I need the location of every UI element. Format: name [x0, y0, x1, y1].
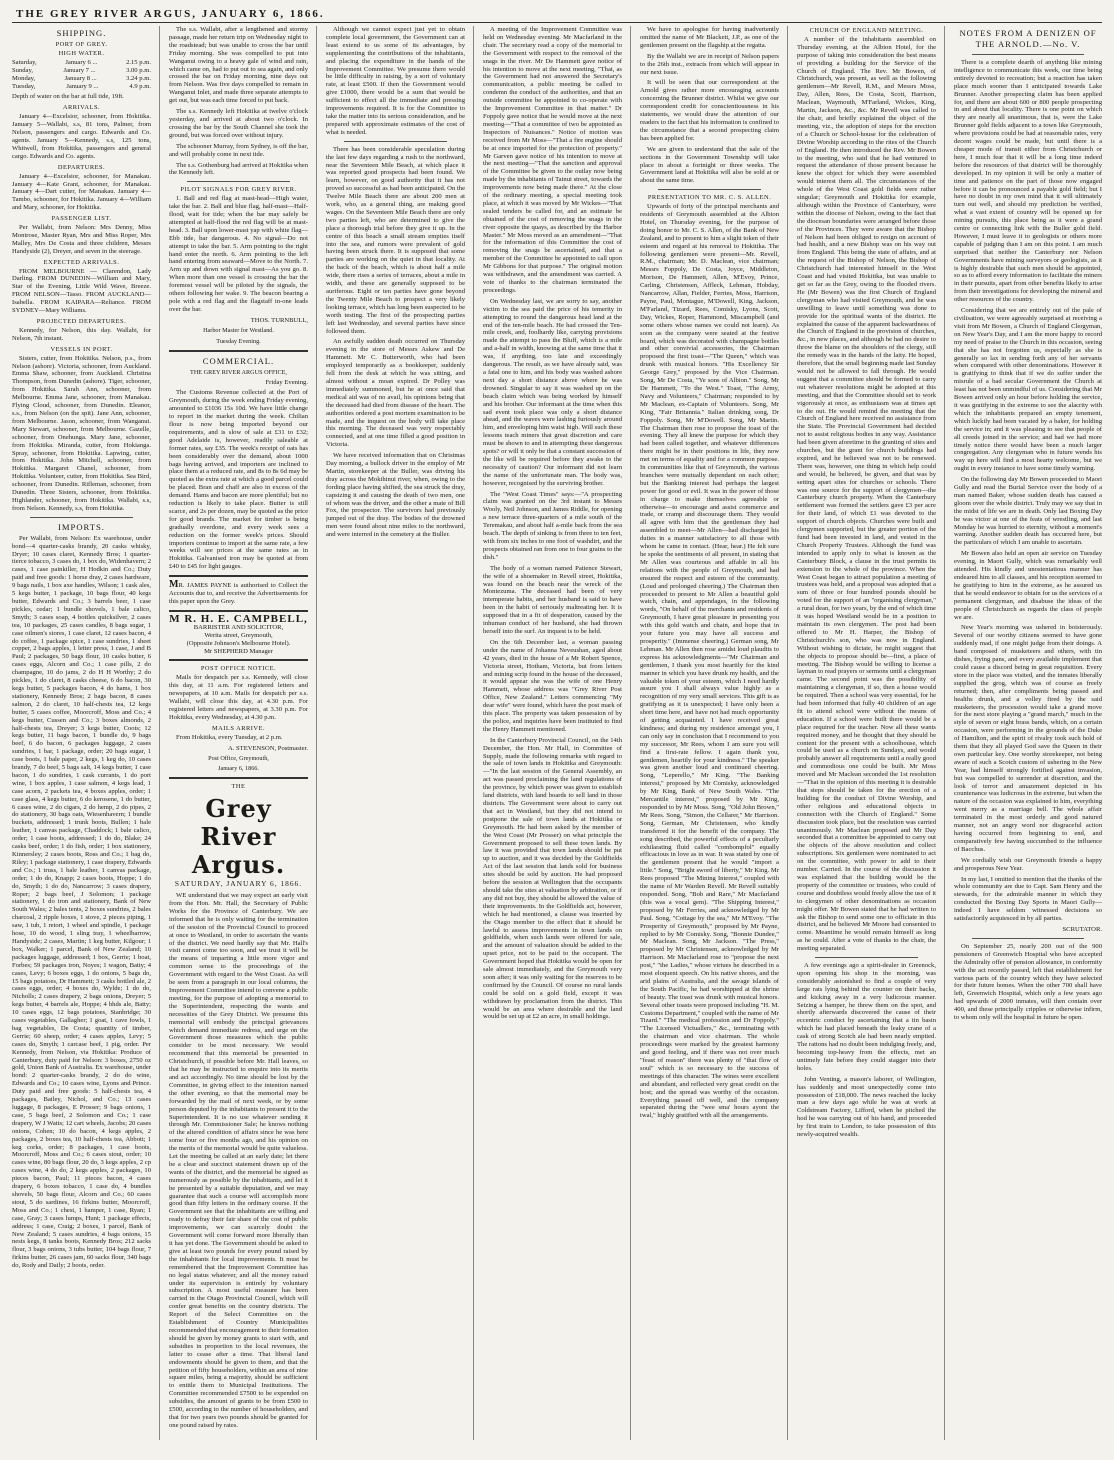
newspaper-page	[12, 6, 1102, 1442]
divider	[169, 659, 308, 661]
notes-paragraph: We cordially wish our Greymouth friends a happy and prosperous New Year.	[954, 856, 1102, 872]
mails-arrive-label: MAILS ARRIVE.	[211, 724, 265, 732]
local-news: We have received information that on Christmas Day morning, a bullock driver in the employ of Mr Martin, storekeeper at the Buller, was driving his dray across the Mokihinui river, when, owing to the fording place having shifted, the sea struck the dray, capsizing it and causing the death of two men, one of whom was the driver, and the other a mate of Bill Fox, the prospector. The survivors had previously jumped out of the dray. The bodies of the drowned men were found about nine miles to the northward, and were interred in the cemetery at the Buller.	[326, 452, 465, 539]
local-news: On Wednesday last, we are sorry to say, another victim to the sea paid the price of his temerity in attempting to round the dangerous head land at the end of the ten-mile beach. He had crossed the Ten-mile creek, and, foolhardy like, carrying provisions made the attempt to pass the Bluff, which is a mile and a-half in width, knowing at the same time that it was, if anything, too late and exceedingly dangerous. The result, as we have already said, was a fatal one to him, and his body was washed ashore next day a short distance above where he was drowned. Singular to say it was washed up on the beach claim which was being worked by himself and his brother. Our informant at the time when this sad event took place was only a short distance ahead, and the waves were lashing furiously around him, and enveloping him waist high. Will such these lessons teach miners that great discretion and care must be shown to and in attempting these dangerous spots? or will it only be that a constant succession of the like will be required before they awake to the necessity of caution? Our informant did not learn the name of the unfortunate man. The body was, however, recognised by the surviving brother.	[483, 297, 622, 487]
projected-departures: Kennedy, for Nelson, this day. Wallabi, for Nelson, 7th instant.	[12, 326, 151, 342]
imports-heading: IMPORTS.	[58, 521, 105, 532]
local-news: There has been considerable speculation during the last few days regarding a rush to the northward, near the Seventeen Mile Beach, at which place it was reported good prospects had been found. We learn, however, on good authority that it has not proved so successful as had been anticipated. On the Twelve Mile Beach there are about 200 men at work, who, as a general thing, are making good wages. On the Seventeen Mile Beach there are only two parties left, who are determined to give the place a thorough trial before they give it up. In the centre of this beach a small stream empties itself into the sea, and rumors were prevalent of gold having been struck there. It is supposed that some parties are working on the quiet in that locality. At the back of the beach, which is about half a mile wide, there rises a series of terraces, about a mile in width, and these are generally supposed to be auriferous. Eight or ten parties have gone beyond the Twenty Mile Beach to prospect a very likely looking terrace, which has long been suspected to be worth testing. The first of the prospecting parties left last Wednesday, and several parties have since followed them.	[326, 145, 465, 335]
column-6	[797, 26, 945, 1440]
divider	[972, 938, 1084, 939]
notes-heading: NOTES FROM A DENIZEN OF THE ARNOLD.—No. V.	[959, 28, 1097, 49]
commercial-report: The Customs Revenue collected at the Port of Greymouth, during the week ending Friday evening, amounted to £1036 15s 10d. We have little change to report in the market during the week. Chilian flour is now being imported beyond our requirements, and is slow of sale at £31 to £32; good Adelaide is, however, readily saleable at former rates, say £35. The week's receipt of oats has been considerably over the demand, about 1000 bags having arrived, and importers are inclined to place them at a reduced rate, and 8s to 8s 6d may be quoted as the extra rate at which a good parcel could be placed. Bran and chaff are also in excess of the demand. Hams and bacon are more plentiful; but no reduction is likely to take place. Butter is still scarce, and 2s per dozen, may be quoted as the price for good brands. The market for timber is being gradually overdone, and every week sees a reduction on the former week's prices. Should importers continue to import at the same rate, a few weeks will see prices at the same rates as in Hokitika. Galvanised iron may be quoted at from £40 to £45 for light gauges.	[169, 389, 308, 571]
local-news: It will be seen that our correspondent at the Arnold gives rather more encouraging accounts concerning the Brunner district. Whilst we give our correspondent credit for conscientiousness in his statements, we would draw the attention of our readers to the fact that his information is confined to the circumstance that a second prospecting claim has been applied for.	[640, 79, 779, 142]
tide-row: Saturday, January 6 ... 2.15 p.m.	[12, 58, 151, 66]
editorial-paragraph: WE understand that we may expect an early visit from the Hon. Mr. Hall, the Secretary of Public Works for the Province of Canterbury. We are informed that he is only waiting for the termination of the session of the Provincial Council to proceed at once to Westland, in order to ascertain the wants of the district. We need hardly say that Mr. Hall's visit cannot come too soon, and we trust it will be the means of imparting a little more vigor and common sense to the proceedings of the Government with regard to the West Coast. As will be seen from a paragraph in our local columns, the Improvement Committee intend to convene a public meeting, for the purpose of adopting a memorial to the Superintendent, respecting the wants and necessities of the Grey District. We presume this memorial will embody the principal grievances which demand immediate redress, and urge on the Government those measures which the public consider to be most necessary. We would recommend that this memorial be presented in Christchurch, if possible before Mr. Hall leaves, so that he may be instructed to enquire into its merits and act accordingly. No time should be lost by the Committee, in giving effect to the intention named the other evening, so that the memorial may be forwarded by the mail of next week, or by some person deputed by the inhabitants to present it to the Superintendent. It is no use whatever sending it through Mr. Commissioner Sale; he knows nothing of the altered condition of affairs since he was here some four or five months ago, and his opinion on the merits of the memorial would be quite valueless. Let the meeting be called at an early date; let there be a clear and succinct statement drawn up of the wants of the district, and the memorial be signed as numerously as possible by the inhabitants, and let it be presented by a suitable deputation, and we may guarantee that such a course will accomplish more good than fifty letters in the ordinary course. If the Government see that the inhabitants are willing and ready to defray their fair share of the cost of public improvements, we can scarcely doubt the Government will come forward more liberally than it has yet done. The Government should be asked to give at least two pounds for every pound raised by the inhabitants for local improvements. It must be remembered that the Improvement Committee has no legal status whatever, and all the money raised under its supervision is entirely by voluntary subscription. A most useful measure has been carried in the Otago Provincial Council, which will confer great benefits on the country districts. The Report of the Select Committee on the Establishment of Country Municipalities recommended that encouragement to their formation should be given by money grants to start with, and subsidies in proportion to the local revenues, the latter to cease after a time. That liberal land endowments should be given to them, and that the petition of fifty householders, within an area of nine square miles, being a majority, should be sufficient to entitle them to Municipal Institutions. The Committee recommended £7500 to be expended on subsidies, the amount of grants to be from £500 to £500, according to the number of householders, and that for two years two pounds should be granted for one pound raised by rates.	[169, 892, 308, 1429]
divider	[30, 517, 133, 518]
departures: January 4—Excelsior, schooner, for Manakau. January 4—Kate Grant, schooner, for Manakau. January 4—Dart cutter, for Manakau. January 4—Tambo, schooner, for Hokitika. January 4—William and Mary, schooner, for Hokitika.	[12, 172, 151, 212]
local-news: The body of a woman named Patience Stewart, the wife of a shoemaker in Revell street, Hokitika, was found on the beach near the wreck of the Montezuma. The deceased had been of very intemperate habits, and her husband is said to have been in the habit of seriously maltreating her. It is supposed that in a fit of desperation, caused by the inhuman conduct of her husband, she had thrown herself into the surf. An inquest is to be held.	[483, 564, 622, 635]
notes-signature: SCRUTATOR.	[1062, 925, 1102, 933]
commercial-date: Friday Evening.	[265, 379, 308, 387]
projected-label: PROJECTED DEPARTURES.	[36, 318, 127, 325]
shipping-heading: SHIPPING.	[56, 28, 107, 38]
pilot-signals: 1. Ball and red flag at mast-head—High water, take the bar. 2. Ball and blue flag, half-mast—Half-flood, wait for tide; when the bar may safely be attempted at half-flood the red flag will be at mast-head. 3. Ball upon lower-mast yap with white flag—Ebb tide, bar dangerous. 4. No signal—Do not attempt to take the bar. 5. Arm pointing to the right hand enter the north. 6. Arm pointing to the left hand entering from seaward—Move to the North. 7. Arm up and down with signal mast—As you go. 8. When more than one vessel is crossing the bar the foremost vessel will be piloted by the signals, the others following her wake. 9. The beacon bearing a pole with a red flag and the flagstaff in-one leads over the bar.	[169, 195, 308, 313]
commercial-office: THE GREY RIVER ARGUS OFFICE,	[190, 368, 287, 376]
drop-cap: M	[169, 579, 179, 591]
editorial-date: SATURDAY, JANUARY 6, 1866.	[174, 879, 303, 889]
local-news: On the 6th December last, a woman passing under the name of Johanna Neveushan, aged about 42 years, died in the house of a Mr Robert Spence, Victoria street, Hotham, Victoria, but from letters and mining scrip found in the house of the deceased, it would appear she was the wife of one Henry Hammett, whose address was "Grey River Post Office, New Zealand." Letters commencing "My dear wife" were found, which have the post mark of this place. The property was taken possession of by the police, and inquiries have been instituted to find the Henry Hammett mentioned.	[483, 638, 622, 733]
local-news: In the Canterbury Provincial Council, on the 14th December, the Hon. Mr Hall, in Committee of Supply, made the following remarks with regard to the sale of town lands in Hokitika and Greymouth:—"In the last session of the General Assembly, an act was passed proclaiming the land regulations of the province, by which power was given to establish land districts, with land boards to sell land in those districts. The Government were about to carry out that act in Westland, but they did not intend to postpone the sale of town lands at Hokitika or Greymouth. He had been asked by the member of the West Coast (Mr Prosser) on what principle the Government proposed to sell these town lands. By law it was provided that town lands should be put up to auction, and it was decided by the Goldfields Act of the last session that lands sold for business sites should be sold by auction. He had proposed before the session at Wellington that the occupants should take the sites at valuation by arbitration, or if any did not buy, they should be allowed the value of their improvements. In the Goldfields act, however, which he had mentioned, a clause was inserted by the Otago member to the effect that it should be lawful to assess improvements in town lands on goldfields, when such lands were offered for sale, and the amount of valuation should be added to the upset price, not to be paid to the occupant. The Government hoped that Hokitika would be open for sale almost immediately, and the Greymouth very soon after; it was only waiting for the reserves to be confirmed by the Council. Of course no rural lands could be sold on a gold field, except it was withdrawn by proclamation from the district. This would be an area where desirable and the land would be set up at £2 an acre, in small holdings.	[483, 736, 622, 1021]
column-4	[483, 26, 631, 1440]
vessels-label: VESSELS IN PORT.	[50, 345, 113, 353]
local-news: By the Wallabi we are in receipt of Nelson papers to the 26th inst., extracts from which will appear in our next issue.	[640, 52, 779, 76]
masthead-title: THE GREY RIVER ARGUS, JANUARY 6, 1866.	[16, 8, 325, 20]
gothenburg-note: The s.s. Gothenburg had arrived at Hokitika when the Kennedy left.	[169, 161, 308, 177]
campbell-manager: Mr SHEPHERD Manager	[204, 647, 273, 655]
arrivals: January 4—Excelsior, schooner, from Hokitika. January 5—Wallabi, s.s, 81 tons, Palmer, from Nelson, passengers and cargo. Edwards and Co. agents. January 5—Kennedy, s.s, 125 tons, Whitwell, from Hokitika, passengers and general cargo. Edwards and Co. agents.	[12, 113, 151, 160]
expected-arrivals: FROM MELBOURNE — Clarendon, Lady Darling. FROM DUNEDIN—William and Mary, Star of the Evening, Little Wild Wave, Breeze. FROM NELSON—Tasso. FROM AUCKLAND—Isabella. FROM KAIPARA—Reliance. FROM SYDNEY—Mary Williams.	[12, 267, 151, 315]
imports: Per Wallabi, from Nelson: Ex warehouse, under bond—4 quarter-casks brandy, 20 casks whisky, Dryer; 10 cases claret, Kennedy Bros; 1 quarter-tierce tobacco, 3 cases do, 1 box do, Widenhavern; 2 cases, 1 case painkiller, H Hodkin and Co.; Duty paid and free goods: 1 horse dray, 2 cases hardware, 9 bags nails, 1 box axe handles, Wilson; 1 cask ales, 5 kegs butter, 1 package, 10 bags flour, 40 kegs butter, Edwards and Co.; 3 barrels beer, 1 case pickles, cedar; 1 bundle shovels, 1 bale calico, Smyth; 3 cases soap, 4 bottles quicksilver, 2 cases tea, 10 packages, 25 cases candles, 8 bags sugar, 1 case oilmen's stores, 1 case claret, 12 cases bacon, 4 do coffee, 1 package spice, 1 case sundries, 1 sheet copper, 2 bags apples, 1 letter press, 1 case, J and B Paul; 2 packages, 50 bags flour, 10 casks butter, 6 cases eggs, Alcorn and Co.; 1 case pills, 2 do champagne, 10 do jams, 2 do H H Worthy; 2 do pickles, 1 do claret, 8 casks cheese, 6 do bacon, 30 kegs butter, 5 packages bacon, 4 do hams, 1 box stationery, Kennedy Bros; 2 bags bacon, 8 cases salmon, 2 do claret, 10 half-chests tea, 12 kegs butter, 5 cases coffee, Moorcroff, Moss and Co.; 4 kegs butter, Cussen and Co.; 3 boxes almonds, 2 half-chests tea, Dreyer; 3 kegs butter, Coots; 12 kegs butter, 11 bags bacon, 1 bundle do, 9 bags beef, 6 do bacon, 6 packages luggage, 2 cases sundries, 1 bar, 1 package, order; 20 bags sugar, 1 case boots, 1 bale paper, 2 kegs, 1 keg do, 10 cases brandy, 7 do beef, 5 bags salt, 14 kegs butter, 1 case bacon, 1 do sundries, 1 cask currants, 1 do port wine, 1 box apples, 1 case salmon, 4 kegs lead, 1 case acorn, 2 packets tea, 4 boxes apples, order; 1 case glass, 4 kegs butter, 6 do kerosene, 1 do butter, 6 cases wine, 2 do cigars, 2 do hemp, 2 do pipes, 2 do stationery, 30 bags oats, Wiesenhavern; 1 bundle buckets, addressed; 1 trunk boots, Bullen; 1 bale leather, 1 canvas package, Chaddock; 1 bale calico, order; 1 case boots, addressed; 1 do do, Blake; 24 casks beef, order; 1 do fish, order; 1 box stationery, Kinnersley; 2 cases boots, Ross and Co.; 1 bag do, Riley; 1 package stationery, 1 case drapery, Edwards and Co.; 1 truss, 1 bale leather, 1 canvas package, order; 1 do do, Knapp; 2 cases boots, Hoppe; 1 do do, Smyth; 1 do do, Nancarrow; 3 cases drapery, Roper; 2 bags beef, J Solomon; 1 package stationery, 1 do iron and stationery, Bank of New South Wales; 2 bales tents, 2 boxes sundries, 2 bales charcoal, 2 ripple boxes, 1 stove, 2 pieces piping, 1 saw, 1 tub, 1 retort, 1 wheel and spindle, 1 package hose, 10 do wood, 1 sling tray, 1 wheelbarrow, Handyside; 2 cases, Martin; 1 keg butter, Kilgour; 1 box, Walker; 1 parcel, Bank of New Zealand; 10 packages luggage, addressed; 1 box, Gerrie; 1 boat, Forbes; 59 packages iron, Noyes; 1 wagon, Batty; 4 cases, Levy; 6 boxes eggs, 1 do onions, 5 bags do, 15 bags potatoes, Dr Hammett; 3 casks bottled ale, 2 cases eggs, order; 4 boxes do, Wylde; 1 do do, Nicholls; 2 cases drapery, 2 bags onions, Dreyer; 5 kegs butter, 4 barrels ale, Hoppe; 4 bhds ale, Batty; 10 cases eggs, 12 bags potatoes, Stanbridge; 30 cases vegetables, Gallagher; 1 goat, 1 cave fowls, 1 bag vegetables, De Costa; quantity of timber, Gerrie; 60 sheep, order; 4 cases apples, Levy; 5 cases do, Smyth; 1 carcase beef, 1 pig, order. Per Kennedy, from Nelson, via Hokitika: Produce of Canterbury, duty paid for Nelson: 3 boxes, 2750 oz gold, Union Bank of Australia. Ex warehouse, under bond: 2 quarter-casks brandy, 2 do do wine, Edwards and Co.; 10 cases wine, Lyons and Prince. Duty paid and free goods: 5 half-chests tea, 4 packages, Bailey, Nichol, and Co.; 13 cases luggage, 8 packages, E Prosser; 9 bags onions, 1 case, 5 bags beef, 2 Solomon and Co.; 1 case drapery, W J Watts; 12 cart wheels, Jacobs; 20 cases onions, Cohen; 10 do bacon, 4 kegs apples, 2 packages, 2 boxes tea, 10 half-chests tea, Abbott; 1 keg corks, order; 8 packages, 1 case boots, Moorcroff, Moss and Co.; 6 cases stout, order; 10 cases wine, 80 bags flour, 20 do, 3 kegs apples, 2 cp cases wine, 4 do do, 2 kegs apples, 2 packages, 10 pieces bacon, Paul; 11 pieces bacon, 4 cases drapery, 6 boxes tobacco, 1 case do, 4 bundles shovels, 50 bags flour, Alcorn and Co.; 60 cases stout, 5 do sardines, 16 firkins butter, Moorcroff, Moss and Co.; 1 chest, 1 hamper, 1 case, Ryan; 1 case, Gray; 3 cases lumps, Hunt; 1 package effects, address; 1 case, Craig; 2 boxes, 1 parcel, Bank of New Zealand; 5 cases sundries, 4 bags onions, 15 nests kegs, 8 tanks boots, Kennedy Bros; 212 sacks flour, 3 bags onions, 3 tubs butter, 104 bags flour, 7 firkins butter, 26 cases jam, 60 sacks flour, 340 bags do, Rody and Daily; 2 boots, order.	[12, 534, 151, 1270]
payne-advert	[169, 581, 308, 606]
local-news: We have to apologise for having inadvertently omitted the name of Mr Blackett, J.P., as one of the gentlemen present on the flagship at the regatta.	[640, 26, 779, 49]
masthead	[12, 6, 1102, 23]
tide-row: Tuesday, January 9 ... 4.9 p.m.	[12, 82, 151, 90]
pilot-heading: PILOT SIGNALS FOR GREY RIVER.	[180, 186, 297, 194]
campbell-title: BARRISTER AND SOLICITOR,	[193, 623, 284, 631]
church-heading: CHURCH OF ENGLAND MEETING.	[809, 27, 924, 34]
campbell-name: M R. H. E. CAMPBELL,	[169, 612, 308, 625]
post-body: Mails for despatch per s.s. Kennedy, will close this day, at 11 a.m. For registered letters and newspapers, at 10 a.m. Mails for despatch per s.s. Wallabi, will close this day, at 4.30 p.m. For registered letters and newspapers, at 3.30 p.m. For Hokitika, every Wednesday, at 4.30 p.m.	[169, 674, 308, 721]
port-heading: PORT OF GREY.	[55, 41, 108, 48]
column-2	[169, 26, 317, 1440]
presentation-heading: PRESENTATION TO MR. C. S. ALLEN.	[647, 194, 772, 202]
column-3	[326, 26, 474, 1440]
murray-note: The schooner Murray, from Sydney, is off the bar, and will probably come in next tide.	[169, 142, 308, 158]
postmaster: A. STEVENSON, Postmaster.	[227, 744, 308, 752]
notes-paragraph: On the following day Mr Bowen proceeded to Maori Gully and read the Burial Service over the body of a man named Baker, whose sudden death has caused a gloom over the whole district. Truly may we say that in the midst of life we are in death. Only last Boxing Day he was victor at one of the feats of wrestling, and last Monday he was hurried to eternity, without a moment's warning. Another sudden death has occurred here, but the particulars of which I am unable to ascertain.	[954, 476, 1102, 547]
notes-paragraph: New Year's morning was ushered in boisterously. Several of our worthy citizens seemed to have gone suddenly mad, if one might judge from their doings. A band composed of musketeers and others, with tin dishes, frying pans, and every available implement that could cause a discord being in great requisition. Every store in the place was visited, and the inmates liberally supplied the grog, which was of course as freely returned; then, after compliments being passed and healths drunk, and a volley fired by the said musketeers, the procession would take a grand move for the next store playing a "grand march," much in the style of seven or eight brass bands, which, on a certain occasion, were performing in the grounds of the Duke of Hamilton, and the spirit of rivalry took such hold of them that they all played God save the Queen in their own particular key. One worthy storekeeper, not being aware of such a Scotch custom of ushering in the New Year, had himself strongly fortified against invasion, but was compelled to surrender at discretion, and the look of terror and amazement depicted in his countenance was ludicrous in the extreme, but when the nature of the occasion was explained to him, everything went merry as a marriage bell. The whole affair terminated in the most orderly and good natured manner, not an angry word nor disgraceful action having occurred from beginning to end, and comparatively few having succumbed to the influence of Bacchus.	[954, 624, 1102, 853]
vessels-in-port: Sisters, cutter, from Hokitika. Nelson, p.s., from Nelson (ashore). Victoria, schooner, from Auckland. Emma Shaw, schooner, from Auckland. Christina Thompson, from Dunedin (ashore). Tiger, schooner, from Hokitika. Sarah Ann, schooner, from Melbourne. Emma Jane, schooner, from Manakau. Flying Cloud, schooner, from Dunedin. Eleanor, s.s., from Nelson (on the spit). Jane Ann, schooner, from Melbourne. Jason, schooner, from Wanganui. Mary Stewart, schooner, from Melbourne. Gazelle, schooner, from Onehunga. Mary Jane, schooner, from Hokitika. Miranda, cutter, from Hokianga. Spray, schooner, from Hokitika. Lapwing, cutter, from Hokitika. John Mitchell, schooner, from Hokitika. Margaret Chanel, schooner, from Hokitika. Volunteer, cutter, from Hokitika. Sea Bird, schooner, from Dunedin. Rifleman, schooner, from Dunedin. Three Sisters, schooner, from Hokitika. Highlander, schooner, from Hokitika. Wallabi, s.s, from Nelson. Kennedy, s.s, from Hokitika.	[12, 354, 151, 512]
divider	[972, 54, 1084, 55]
pilot-signatory-title: Harbor Master for Westland.	[203, 326, 274, 334]
wallabi-note: The s.s. Wallabi, after a lengthened and stormy passage, made her return trip on Wednesday night to the roadstead; but was unable to cross the bar until Friday morning. She was compelled to put into Wanganui owing to a heavy gale of wind and rain, which came on, had to put out to sea again, and only crossed the bar on Friday morning, nine days out from Nelson. Was five days compelled to remain in Wanganui Inlet, and made three separate attempts to get out, but was each time forced to put back.	[169, 26, 308, 105]
divider	[187, 181, 290, 182]
divider	[169, 777, 308, 779]
post-date: January 6, 1866.	[218, 765, 259, 773]
newspaper-nameplate: Grey River Argus.	[191, 794, 286, 880]
miscellany: A few evenings ago a spirit-dealer in Greenock, upon opening his shop in the morning, was considerably astonished to find a couple of very large rats lying behind the counter on their backs, and kicking away in a very ludicrous manner. Seizing a hamper, he threw them on the spot, and shortly afterwards discovered the cause of their eccentric conduct by ascertaining that a tin basin which he had placed beneath the leaky crane of a cask of strong Scotch ale had been nearly emptied. The rattons had no doubt been indulging freely, and, becoming top-heavy from the effects, met an untimely fate before they could stagger into their holes.	[797, 962, 936, 1072]
notes-paragraph: Considering that we are entirely out of the pale of civilisation, we were agreeably surprised at receiving a visit from Mr Bowen, a Church of England Clergyman, on New Year's Day, and I am the more happy to record my need of praise to the Church in this occasion, seeing that she has not forgotten us, especially as she is generally so lax in sending forth any of her servants when compared with other denominations. However it is gratifying to think that if we do suffer under the misrule of a bad secular Government the Church at least has not been unmindful of us. Considering that Mr Bowen arrived only an hour before holding the service, it was gratifying in the extreme to see the alacrity with which the inhabitants prepared an empty tenement, which luckily had been vacated by a baker, for holding the service in; and it was pleasing to see that people of all creeds joined in the service; and had we had more timely notice there would have been a much larger congregation. Any clergyman who in future wends his way up here will find a most hearty welcome, but we ought in every instance to have some timely warning.	[954, 307, 1102, 473]
editorial-paragraph: Although we cannot expect just yet to obtain complete local government, the Government can at least extend to us some of its advantages, by supplementing the contributions of the inhabitants, and placing the expenditure in the hands of the Improvement Committee. We presume there would be little difficulty in raising, by a sort of voluntary rate, at least £500. If then the Government would give £1000, there would be a sum that would be sufficient to effect all the immediate and pressing improvements required. It is for the Committee to take the matter into its serious consideration, and be prepared with approximate estimates of the cost of what is needed.	[326, 26, 465, 136]
post-place: Post Office, Greymouth,	[208, 754, 269, 762]
expected-label: EXPECTED ARRIVALS.	[43, 258, 120, 266]
divider	[344, 141, 447, 142]
local-news: We are given to understand that the sale of the sections in the Government Township will take place in about a fortnight or three weeks. The Government land at Hokitika will also be sold at or about the same time.	[640, 145, 779, 185]
kennedy-note: The s.s. Kennedy left Hokitika at twelve o'clock yesterday, and arrived at about two o'clock. In crossing the bar by the South Channel she took the ground, but was forced over without injury.	[169, 108, 308, 139]
notes-paragraph: There is a complete dearth of anything like mining intelligence to communicate this week, our time being entirely devoted to recreation; but a reaction has taken place much sooner than I anticipated towards Lake Brunner. Another prospecting claim has been applied for, and there are about 600 or 800 people prospecting in and about that locality. There is one point on which they are nearly all unanimous, that is, were the Lake Brunner gold fields adjacent to a town like Greymouth, where provisions could be had at reasonable rates, very decent wages could be made, but until there is a cheaper mode of transit either from Christchurch or here, I much fear that it will be a long time indeed before the resources of that district will be thoroughly developed. In my opinion it will be only a matter of time and patience on the part of those now engaged before it can be pronounced a payable gold field; but I have no doubt in my own mind that it will ultimately turn out well, and should my prediction be verified, what a vast extent of country will be opened up for mining pursuits, this place being as it were a grand centre or connecting link with the Buller gold field. However, I must leave it to geologists or others more capable of judging than I am on this point. I am much surprised that neither the Canterbury nor Nelson Governments have mining surveyors or geologists, as it is highly desirable that such men should be appointed, so as to afford every information to facilitate the miners in their pursuits, apart from other benefits likely to arise from their investigations for developing the mineral and other resources of the country.	[954, 59, 1102, 304]
presentation-report: Upwards of forty of the principal merchants and residents of Greymouth assembled at the Albion Hotel, on Thursday evening, for the purpose of doing honor to Mr. C. S. Allen, of the Bank of New Zealand, and to present to him a slight token of their esteem and regard at his removal to Hokitika. The following gentlemen were present—Mr. Revell, R.M., chairman; Mr. D. Maclean, vice chairman; Messrs Foppoly, De Costa, Joyce, Middleton, Morison, De Hammett, Allen, M'Evoy, Prince, Carling, Christensen, Affleck, Lehman, Hobday, Nancarrow, Allan, Fielder, Ferries, Moss, Harrison, Payne, Paul, Montague, M'Dowell, King, Jackson, M'Farland, Tizard, Rees, Comisky, Lyons, Scott, Day, Wickes, Roper, Hammond, Miscampbell (and some others whose names we could not learn). As soon as the company were seated at the festive board, which was decorated with champagne bottles and other convivial accessories, the Chairman proposed the first toast—"The Queen," which was drunk with musical honors. "His Excellency Sir George Grey," proposed by the Vice Chairman. Song, Mr De Costa, "Ye sons of Albion." Song, Mr De Hammett, "To the West." Toast, "The Army, Navy and Volunteers," Chairman; responded to by Mr Maclean, ex-Captain of Volunteers. Song, Mr King, "Fair Britannia." Italian drinking song, Dr Foppoly. Song, Mr M'Dowell. Song, Mr Martin. The Chairman then rose to propose the toast of the evening. They all knew the purpose for which they had been called together, and whatever differences there might be in their positions in life, they now met on terms of equality and for a common purpose. In communities like that of Greymouth, the various branches were mutually dependant on each other; but the Banking interest had perhaps the largest power for good or evil. It was in the power of those in charge to make themselves agreeable or otherwise—to encourage and assist commerce and trade, or cramp and discourage them. They would all agree with him that the gentleman they had assembled to meet—Mr Allen—had discharged his duties in a manner satisfactory to all those with whom he came in contact. (Hear, hear.) He felt sure he spoke the sentiments of all present, in stating that Mr Allen was courteous and affable in all his relations with the people of Greymouth, and had ensured the respect and esteem of the community. (Loud and prolonged cheering.) The Chairman then proceeded to present to Mr Allen a beautiful gold watch, chain, and appendages, in the following words, "On behalf of the merchants and residents of Greymouth, I have great pleasure in presenting you with this gold watch and chain, and hope that in your future you may have all success and prosperity." (Immense cheering.) German song, Mr Lehman. Mr Allen then rose amidst loud plaudits to express his acknowledgments—"Mr Chairman and gentlemen, I thank you most heartily for the kind manner in which you have drunk my health, and the valuable token of your esteem, which I need hardly assure you I shall always value highly as a recognition of my very small services. This gift is as gratifying as it is unexpected; I have only been a short time here, and have not had much opportunity of getting acquainted. I have received great kindness; and during my residence amongst you, I can only say in conclusion that I recommend to you my successor, Mr Rees, whom I am sure you will find a first-rate fellow. I again thank you, gentlemen, heartily for your kindness." The speaker was given another loud and continued cheering. Song, "Leperello," Mr King. "The Banking interest," proposed by Mr Comisky, acknowledged by Mr King, Bank of New South Wales. "The Mercantile interest," proposed by Mr King, responded to by Mr Moss. Song, "Old John Brown," Mr Rees. Song, "Simon, the Cellarer," Mr Harrison. Song, German, Mr Christensen, who kindly transferred it for the benefit of the company. The song described, the powerful effects of a peculiarly exhilarating fluid called "combompfol" equally efficacious in love as in war. It was stated by one of the gentlemen present that he would "import a little." Song, "Bright sword of liberty," Mr King. Mr Rees proposed "The Mining Interest," coupled with the name of Mr Warden Revell. Mr Revell suitably responded. Song, "Bob and Rare," Mr Macfarland (this was a vocal gem). "The Shipping Interest," proposed by Mr Ferries, and acknowledged by Mr Paul. Song, "Cottage by the sea," Mr M'Evoy. "The Prosperity of Greymouth," proposed by Mr Payne, replied to by Mr Comisky. Song, "Bonnie Dundee," Mr Maclean. Song, Mr Jackson. "The Press," proposed by Mr Christensen, acknowledged by Mr Harrison. Mr Macfarland rose to "propose the next post," "the Ladies," whose virtues he described in a most eloquent speech. On his native shores, and the arid plains of Australia, and the savage islands of the South Pacific, he had worshipped at the shrine of beauty. The toast was drunk with musical honors. Several other toasts were proposed including "H. M. Customs Department," coupled with the name of Mr Tizard." "The medical profession and Dr Foppoly." "The Licensed Victuallers," &c., terminating with the chairman and vice chairman. The whole proceedings were marked by the greatest harmony and good feeling, and if there was not over much "feast of reason" there was plenty of "that flow of soul" which is so necessary to the success of meetings of this character. The wines were excellent and abundant, and reflected very great credit on the host; and the spread was worthy of the occasion. Everything passed off well, and the company separated during the "wee sma' hours ayont the twal," highly gratified with all the arrangements.	[640, 203, 779, 1120]
editorial-the: THE	[231, 783, 246, 791]
arrivals-label: ARRIVALS.	[62, 104, 101, 112]
divider	[169, 610, 308, 612]
pilot-signatory: THOS. TURNBULL,	[250, 316, 308, 324]
notes-paragraph: In my last, I omitted to mention that the thanks of the whole community are due to Capt. Sam Henry and the stewards, for the admirable manner in which they conducted the Boxing Day Sports in Maori Gully—indeed I have seldom witnessed decisions so satisfactorily acquiesced in by all parties.	[954, 875, 1102, 923]
tide-row: Monday, January 8 ... 3.24 p.m.	[12, 74, 151, 82]
mails-arrive: From Hokitika, every Tuesday, at 2 p.m.	[176, 733, 283, 741]
depth-note: Depth of water on the bar at full tide, 19ft.	[12, 93, 124, 101]
campbell-address-1: Werita street, Greymouth,	[204, 631, 273, 639]
divider	[169, 350, 308, 352]
local-news: A meeting of the Improvement Committee was held on Wednesday evening. Mr Macfarland in the chair. The secretary read a copy of the memorial to the Government with respect to the removal of the snags in the river. Mr De Hammett gave notice of his intention to move at the next meeting, "That, as the Government had not answered the Secretary's communication, a public meeting be called to condemn the conduct of the authorities, and that an outside committee be appointed to co-operate with the Improvement Committee in that matter." Dr Foppoly gave notice that he would move at the next meeting—"That a committee of two be appointed as Inspectors of Nuisances." Notice of motion was received from Mr Moss—"That a fire engine should be at once imported for the protection of property." Mr Garven gave notice of his intention to move at the next meeting—"That the sanction and approval of the Committee be given to the outlay now being made by the inhabitants of Tainui street, towards the improvements now being made there." At the close of the ordinary meeting, a special meeting took place, at which it was moved by Mr Wickes—"That sealed tenders be called for, and an estimate be obtained of the cost of removing the snags in the river opposite the quays, as described by the Harbor Master." Mr Moss moved as an amendment—"That for the information of this Committee the cost of removing the snags be ascertained, and that a member of the Committee be appointed to call upon Mr Gibbons for that purpose." The original motion was withdrawn, and the amendment was carried. A vote of thanks to the chairman terminated the proceedings.	[483, 26, 622, 294]
passengers: Per Wallabi, from Nelson: Mrs Denny, Miss Montrose, Master Ryan, Mrs and Miss Roper, Mrs Malley, Mrs De Costa and three children, Messrs Handyside (2), Dreyer, and seven in the steerage.	[12, 224, 151, 255]
high-water-label: HIGH WATER.	[58, 49, 105, 57]
passengers-label: PASSENGER LIST.	[51, 215, 112, 223]
tide-row: Sunday, January 7 ... 3.00 p.m.	[12, 66, 151, 74]
miscellany: On September 25, nearly 200 out of the 900 pensioners of Greenwich Hospital who have accepted the Admiralty offer of pension allowance, in conformity with the act recently passed, left that establishment for various parts of the country which they have selected for their future homes. When the other 700 shall have left, Greenwich Hospital, which only a few years ago had upwards of 2000 inmates, will then contain over 400, and these principally cripples or otherwise infirm, to whom only will the hospital in future be open.	[954, 942, 1102, 1022]
departures-label: DEPARTURES.	[57, 163, 106, 171]
column-5	[640, 26, 788, 1440]
divider	[169, 575, 308, 577]
column-7	[954, 26, 1102, 1440]
columns	[12, 26, 1102, 1440]
local-news: The "West Coast Times" says:—"A prospecting claim was granted on the 3rd instant to Messrs Wooly, Neil Johnson, and James Riddle, for opening a new terrace three-quarters of a mile south of the Teremakau, and about half a-mile back from the sea beach. The depth of sinking is from three to ten feet, with from six inches to one foot of washdirt, and the prospects obtained ran from one to four grains to the dish."	[483, 490, 622, 561]
post-heading: POST OFFICE NOTICE.	[200, 665, 277, 673]
commercial-heading: COMMERCIAL.	[202, 355, 275, 366]
church-report: A number of the inhabitants assembled on Thursday evening, at the Albion Hotel, for the purpose of taking into consideration the best means of providing a building for the Service of the Church of England. The Rev. Mr Bowen, of Christchurch, was present, as well as the following gentlemen—Mr Revell, R.M., and Messrs Moss, Day, Allen, Rees, De Costa, Scott, Harrison, Maclean, Waymouth, M'Farland, Wickes, King, Martin, Jackson, &c., &c. Mr Revell was called to the chair, and briefly explained the object of the meeting, viz., the adoption of steps for the erection of a Church or School-house for the celebration of Divine Worship according to the rites of the Church of England. He then introduced the Rev. Mr Bowen to the meeting, who said that he had ventured to request the attendance of those present because he knew the object for which they were assembled would interest them all. The circumstances of the whole of the West Coast gold fields were rather singular; Greymouth and Hokitika for example, although within the Province of Canterbury, were within the diocese of Nelson, owing to the fact that the diocesan boundaries were arranged before those of the Provinces. They were aware that the Bishop of Nelson had been obliged to resign on account of bad health, and a new Bishop was on his way out from England. This being the state of affairs, and at the request of the Bishop of Nelson, the Bishop of Christchurch had interested himself in the West Coast and had visited Hokitika, but was unable to get so far as the Grey, owing to the flooded rivers. He (Mr Bowen) was the first Church of England clergyman who had visited Greymouth, and he was unwilling to leave until something was done to provide for the spiritual wants of the district. He explained the cause of the apparent backwardness of the Church of England in the provision of churches, &c., in new places, and although he had no desire to throw the blame on the shoulders of the clergy, still the remedy was in the hands of the laity. He hoped, therefore, that the small beginning made last Sunday would not be allowed to fall through. He would suggest that a committee should be formed to carry out whatever resolutions might be adopted at this meeting, and that the Committee should set to work vigorously at once, as enthusiasm was at times apt to die out. He would remind the meeting that the Church of England here received no assistance from the State. The Provincial Government had decided not to assist religious bodies in any way. Assistance had been given aforetime in the granting of sites and churches, but the grant for church buildings had expired, and he believed was not to be renewed. There was, however, one thing in which help could and would, he believed, be given, and that was by setting apart sites for churches or schools. There was one source for the support of clergymen—the Canterbury church property. When the Canterbury settlement was formed the settlers gave £3 per acre for their land, of which £1 was devoted to the support of church objects. Churches were built and clergymen supported, but the greater portion of the fund had been invested in land, and vested in the Church Property Trustees. Although the fund was intended to apply only to what is known as the Canterbury Block, a clause in the trust permits its extension to the whole of the province. When the West Coast began to attract population a meeting of trustees was held, and a proposal was adopted that a sum of three or four hundred pounds should be voted for the support of an "organising clergyman," a rural dean, for two years, by the end of which time it was hoped Westland would be in a position to maintain its own clergymen. The post had been offered to Mr H. Harper, the Bishop of Christchurch's son, who was now in England. Without wishing to dictate, he might suggest that the objects to propose should be—first, a place of meeting. The Bishop would be willing to license a layman to read prayers or sermons until a clergyman came. The second point was the possibility of maintaining a clergyman, if so, then a house would be required. Then a school was very essential, for he had been informed that fully 40 children of an age fit to attend school were without the means of education. If a school were built there would be a place required for the teacher. Now all these wants required money, and he thought that they should be content for the present with a schoolhouse, which could be used as a church on Sundays, and would probably answer all requirements until a really good and commodious one could be built. Mr Moss moved and Mr Maclean seconded the 1st resolution—"That in the opinion of this meeting it is desirable that steps should be taken for the erection of a building for the conduct of Divine Worship, and other religious and educational objects in connection with the Church of England." Some discussion took place, but the resolution was carried unanimously. Mr Maclean proposed and Mr Day seconded that a committee be appointed to carry out the objects of the above resolution and collect subscriptions. Six gentlemen were nominated to act on the committee, with power to add to their number. Carried. In the course of the discussion it was explained that the building would be the property of the committee or trustees, who could of course and doubtless would freely allow the use of it to clergymen of other denominations as occasion might offer. Mr Bowen stated that he had written to ask the Bishop to send some one to officiate in this district, and he believed Mr Moore had consented to come. Meantime he would remain himself as long as he could. After a vote of thanks to the chair, the meeting separated.	[797, 35, 936, 953]
payne-advert-text: R. JAMES PAYNE is authorised to Collect the Accounts due to, and receive the Advertisements for this paper upon the Grey.	[169, 582, 308, 605]
column-1	[12, 26, 160, 1440]
notes-paragraph: Mr Bowen also held an open air service on Tuesday evening, in Maori Gully, which was remarkably well attended. His kindly and unostentatious manner has endeared him to all classes, and his reception seemed to be gratifying to him in the extreme, as he assured us that he would endeavor to obtain for us the services of a permanent clergyman, and disabuse the ideas of the people of Christchurch as regards the class of people we are.	[954, 550, 1102, 621]
local-news: An awfully sudden death occurred on Thursday evening in the store of Messrs Askew and De Hammett. Mr C. Butterworth, who had been employed temporarily as a bookkeeper, suddenly fell from the desk at which he was sitting, and almost without a moan expired. Dr Polley was immediately summoned, but he at once said that medical aid was of no avail, his opinions being that the deceased had died from disease of the heart. The authorities ordered a post mortem examination to be made, and the inquest on the body will take place this morning. The deceased was very respectably connected, and at one time filled a good position in Victoria.	[326, 338, 465, 449]
campbell-advert	[169, 612, 308, 656]
miscellany: John Venting, a mason's laborer, of Wellington, has suddenly and most unexpectedly come into possession of £18,000. The news reached the lucky man a few days ago while he was at work at Coldstream Factory, Lifford, when he pitched the hod he was carrying out of his hand, and proceeded by first train to London, to take possession of this newly-acquired wealth.	[797, 1075, 936, 1139]
tide-table	[12, 59, 151, 91]
divider	[658, 189, 761, 190]
divider	[815, 957, 918, 958]
pilot-signatory-date: Tuesday Evening.	[216, 337, 261, 345]
campbell-address-2: (Opposite Johnson's Melbourne Hotel).	[186, 639, 291, 647]
